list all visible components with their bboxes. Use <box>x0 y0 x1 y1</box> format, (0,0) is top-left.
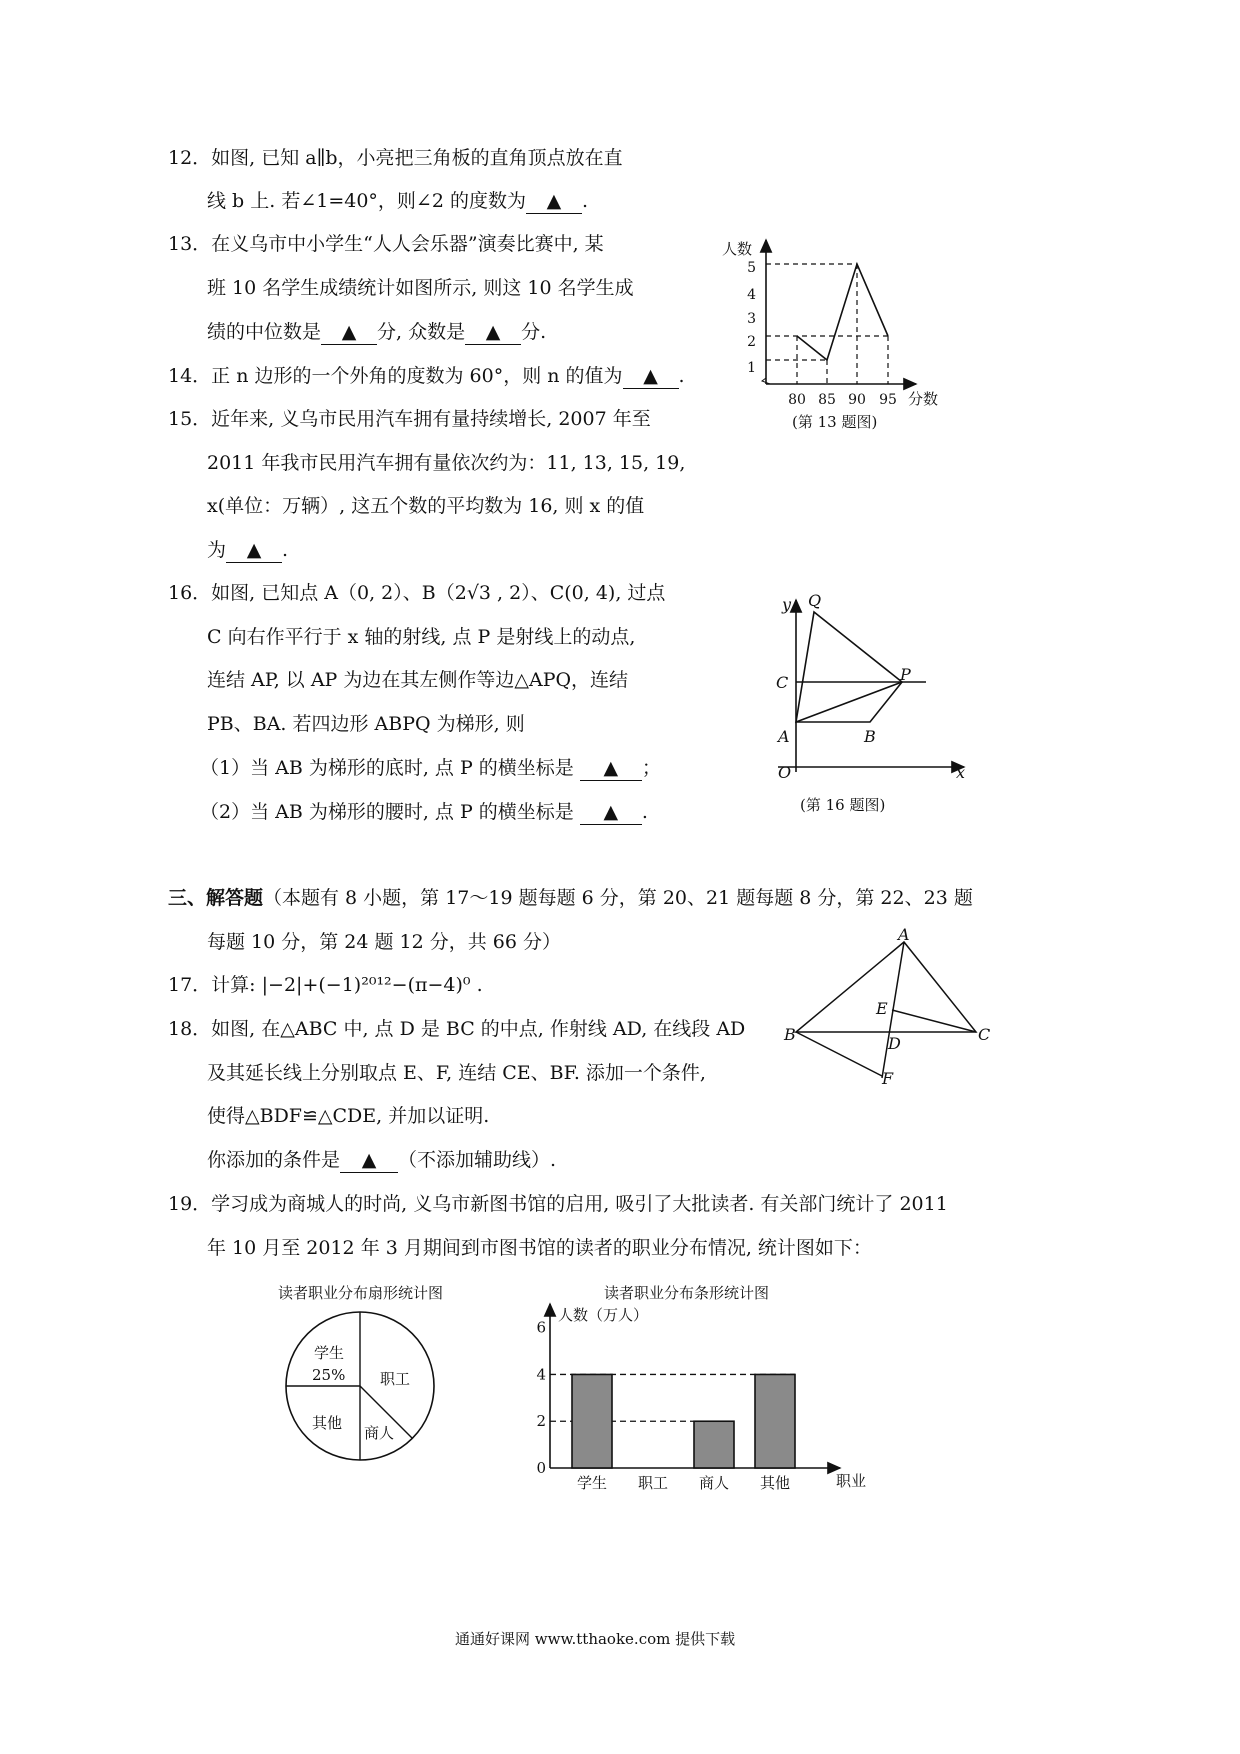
svg-text:Q: Q <box>808 591 822 610</box>
pie-chart <box>280 1306 440 1466</box>
fig13-ytick: 4 <box>747 287 756 303</box>
fig13-ytick: 2 <box>747 334 756 350</box>
q15-line2: 2011 年我市民用汽车拥有量依次约为：11, 13, 15, 19, <box>207 452 686 474</box>
q12-line1: 12．如图, 已知 a∥b，小亮把三角板的直角顶点放在直 <box>168 147 623 169</box>
footer-watermark: 通通好课网 www.tthaoke.com 提供下载 <box>455 1630 736 1648</box>
bar <box>572 1374 612 1468</box>
svg-text:B: B <box>864 727 876 746</box>
svg-text:A: A <box>898 928 910 944</box>
q13-line1: 13．在义乌市中小学生“人人会乐器”演奏比赛中, 某 <box>168 233 604 255</box>
fig13-xtick: 85 <box>818 392 836 408</box>
q16-line4: PB、BA. 若四边形 ABPQ 为梯形, 则 <box>207 713 525 735</box>
pie-slice-label: 商人 <box>364 1424 395 1442</box>
svg-text:F: F <box>882 1069 894 1088</box>
bar-chart <box>520 1296 880 1494</box>
q18-line4: 你添加的条件是 ▲ （不添加辅助线）. <box>207 1149 557 1171</box>
q16-line2: C 向右作平行于 x 轴的射线, 点 P 是射线上的动点, <box>207 626 636 648</box>
bar-category-label: 学生 <box>576 1474 608 1492</box>
figure-18 <box>780 928 1000 1088</box>
bar-category-label: 职工 <box>637 1474 669 1492</box>
q13-line3: 绩的中位数是 ▲ 分, 众数是 ▲ 分. <box>207 321 547 343</box>
q16-line6: （2）当 AB 为梯形的腰时, 点 P 的横坐标是 ▲ . <box>200 801 648 823</box>
bar-ytick: 2 <box>536 1412 546 1431</box>
svg-text:A: A <box>778 727 790 746</box>
answer-blank: ▲ <box>580 800 642 825</box>
q18-line2: 及其延长线上分别取点 E、F, 连结 CE、BF. 添加一个条件, <box>207 1062 706 1084</box>
fig13-ytick: 3 <box>747 311 756 327</box>
fig16-caption: (第 16 题图) <box>800 796 886 814</box>
svg-text:P: P <box>900 665 911 684</box>
answer-blank: ▲ <box>623 364 679 389</box>
bar-title: 读者职业分布条形统计图 <box>604 1284 770 1302</box>
svg-text:O: O <box>778 763 792 782</box>
section3-heading-line1: 三、解答题（本题有 8 小题，第 17～19 题每题 6 分，第 20、21 题每题 8 分，第 22、23 题 <box>168 887 973 909</box>
pie-slice-label: 职工 <box>380 1370 411 1388</box>
q17: 17．计算: |−2|+(−1)²⁰¹²−(π−4)⁰ . <box>168 974 483 996</box>
fig13-xtick: 80 <box>788 392 806 408</box>
bar-category-label: 其他 <box>759 1474 791 1492</box>
q12-line2: 线 b 上. 若∠1=40°，则∠2 的度数为 ▲ . <box>207 190 589 212</box>
fig13-ylabel: 人数 <box>722 240 753 258</box>
answer-blank: ▲ <box>226 538 282 563</box>
bar-category-label: 商人 <box>698 1474 730 1492</box>
q13-line2: 班 10 名学生成绩统计如图所示, 则这 10 名学生成 <box>207 277 634 299</box>
figure-16 <box>760 590 990 790</box>
fig13-caption: (第 13 题图) <box>792 413 878 431</box>
fig13-ytick: 5 <box>747 260 756 276</box>
bar-ytick: 4 <box>536 1365 546 1384</box>
svg-text:B: B <box>784 1025 796 1044</box>
bar <box>755 1374 795 1468</box>
bar-ylabel: 人数（万人） <box>558 1306 649 1324</box>
q15-line1: 15．近年来, 义乌市民用汽车拥有量持续增长, 2007 年至 <box>168 408 651 430</box>
fig13-ytick: 1 <box>747 360 756 376</box>
svg-text:C: C <box>776 673 789 692</box>
svg-text:C: C <box>978 1025 991 1044</box>
fig13-xtick: 90 <box>848 392 866 408</box>
answer-blank: ▲ <box>340 1148 398 1173</box>
answer-blank: ▲ <box>465 320 521 345</box>
pie-title: 读者职业分布扇形统计图 <box>278 1284 444 1302</box>
bar-ytick: 0 <box>536 1459 546 1477</box>
pie-slice-pct: 25% <box>312 1366 346 1384</box>
q14-line1: 14．正 n 边形的一个外角的度数为 60°，则 n 的值为 ▲ . <box>168 365 685 387</box>
bar <box>694 1421 734 1468</box>
figure-13 <box>720 232 950 432</box>
q19-line2: 年 10 月至 2012 年 3 月期间到市图书馆的读者的职业分布情况, 统计图如下： <box>207 1237 872 1259</box>
q19-line1: 19．学习成为商城人的时尚, 义乌市新图书馆的启用, 吸引了大批读者. 有关部门统计了 2011 <box>168 1193 948 1215</box>
section3-heading-line2: 每题 10 分，第 24 题 12 分，共 66 分） <box>207 931 562 953</box>
fig13-line <box>797 264 888 360</box>
answer-blank: ▲ <box>526 189 582 214</box>
q15-line4: 为 ▲ . <box>207 539 289 561</box>
q15-line3: x(单位：万辆）, 这五个数的平均数为 16, 则 x 的值 <box>207 495 645 517</box>
svg-text:D: D <box>888 1034 901 1053</box>
svg-text:E: E <box>876 999 888 1018</box>
q16-line5: （1）当 AB 为梯形的底时, 点 P 的横坐标是 ▲ ； <box>200 757 661 779</box>
svg-text:x: x <box>956 763 966 782</box>
q18-line3: 使得△BDF≌△CDE, 并加以证明. <box>207 1105 490 1127</box>
fig13-xtick: 95 <box>879 392 897 408</box>
bar-ytick: 6 <box>536 1318 546 1337</box>
q16-line1: 16．如图, 已知点 A（0, 2）、B（2√3 , 2）、C(0, 4), 过点 <box>168 582 666 604</box>
q16-line3: 连结 AP, 以 AP 为边在其左侧作等边△APQ，连结 <box>207 669 629 691</box>
q18-line1: 18．如图, 在△ABC 中, 点 D 是 BC 的中点, 作射线 AD, 在线段 AD <box>168 1018 746 1040</box>
answer-blank: ▲ <box>580 756 642 781</box>
bar-xlabel: 职业 <box>836 1472 867 1490</box>
q17-expression: |−2|+(−1)²⁰¹²−(π−4)⁰ <box>261 974 471 996</box>
answer-blank: ▲ <box>321 320 377 345</box>
fig13-xlabel: 分数 <box>908 390 939 408</box>
svg-text:y: y <box>782 595 792 614</box>
pie-slice-label: 其他 <box>312 1414 343 1432</box>
pie-slice-label: 学生 <box>314 1344 345 1362</box>
